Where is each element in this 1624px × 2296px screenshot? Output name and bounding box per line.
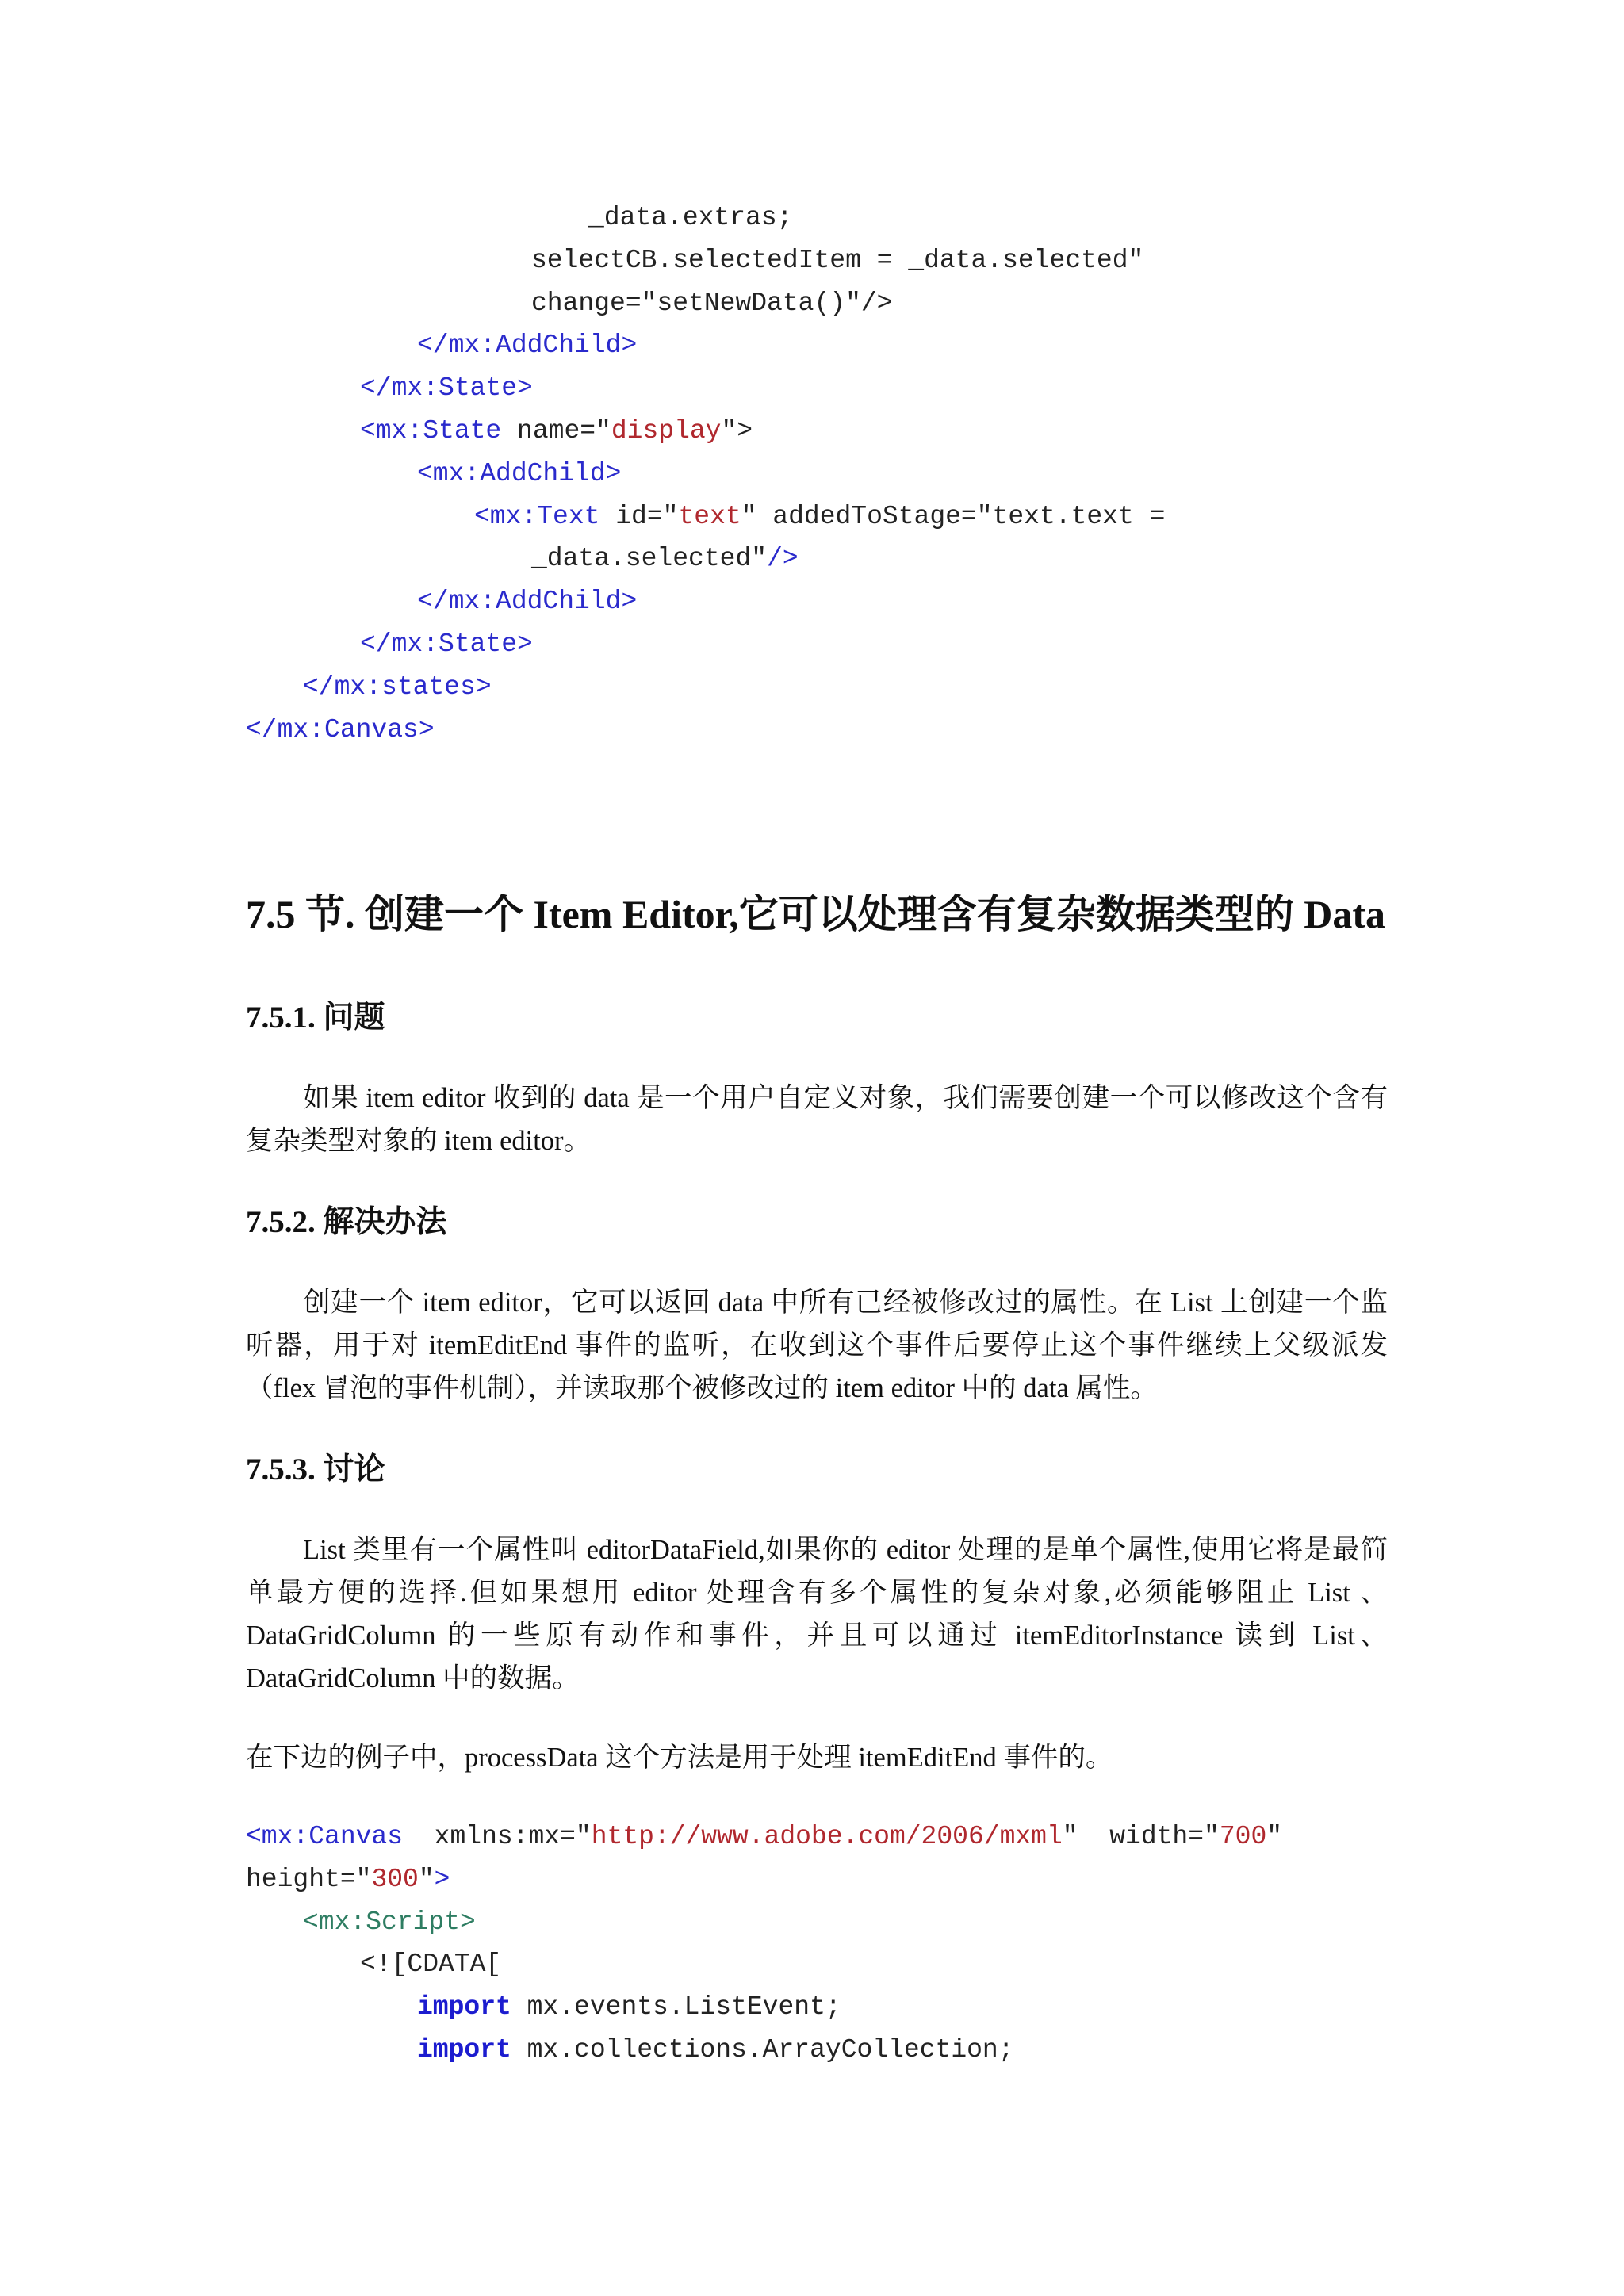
code-line: _data.extras;: [588, 203, 793, 232]
code-line: change="setNewData()"/>: [531, 288, 893, 318]
subsection-heading-discussion: 7.5.3. 讨论: [246, 1452, 385, 1487]
code-line: </mx:State>: [360, 373, 533, 404]
code-line: </mx:states>: [303, 672, 492, 702]
example-intro-paragraph: 在下边的例子中，processData 这个方法是用于处理 itemEditEnd 事件的。: [246, 1743, 1113, 1773]
code-line: <mx:Script>: [303, 1907, 476, 1937]
subsection-heading-solution: 7.5.2. 解决办法: [246, 1205, 447, 1239]
solution-paragraph: 创建一个 item editor，它可以返回 data 中所有已经被修改过的属性。在 List 上创建一个监听器，用于对 itemEditEnd 事件的监听，在收到这个事件后要停止这个事件继续上父级派发（flex 冒泡的事件机制），并读取那个被修改过的 item editor 中的 data 属性。: [246, 1288, 1388, 1403]
subsection-heading-problem: 7.5.1. 问题: [246, 1001, 385, 1035]
code-line: </mx:Canvas>: [246, 714, 435, 744]
code-block-bottom: [246, 1816, 1282, 2072]
discussion-paragraph: List 类里有一个属性叫 editorDataField,如果你的 editor 处理的是单个属性,使用它将是最简单最方便的选择.但如果想用 editor 处理含有多个属性的复杂对象,必须能够阻止 List 、DataGridColumn 的一些原有动作和事件，并且可以通过 itemEditorInstance 读到 List、DataGridColumn 中的数据。: [246, 1535, 1388, 1693]
code-block-top: [246, 197, 1165, 751]
section-heading: 7.5 节. 创建一个 Item Editor,它可以处理含有复杂数据类型的 Data: [246, 892, 1386, 936]
code-line: </mx:AddChild>: [417, 587, 638, 617]
code-line: </mx:AddChild>: [417, 331, 638, 361]
code-line: import mx.events.ListEvent;: [417, 1992, 841, 2022]
code-line: </mx:State>: [360, 629, 533, 659]
code-line: <![CDATA[: [360, 1950, 502, 1980]
code-line: _data.selected"/>: [531, 544, 799, 574]
code-line: <mx:Text id="text" addedToStage="text.text =: [474, 501, 1166, 531]
code-line: selectCB.selectedItem = _data.selected": [531, 245, 1144, 275]
problem-paragraph: 如果 item editor 收到的 data 是一个用户自定义对象，我们需要创建一个可以修改这个含有复杂类型对象的 item editor。: [246, 1083, 1388, 1156]
code-line: <mx:AddChild>: [417, 458, 622, 488]
code-line: import mx.collections.ArrayCollection;: [417, 2034, 1014, 2064]
code-line: <mx:State name="display">: [360, 415, 753, 446]
code-line: height="300">: [246, 1864, 450, 1894]
code-line: <mx:Canvas xmlns:mx="http://www.adobe.com/2006/mxml" width="700": [246, 1822, 1283, 1851]
